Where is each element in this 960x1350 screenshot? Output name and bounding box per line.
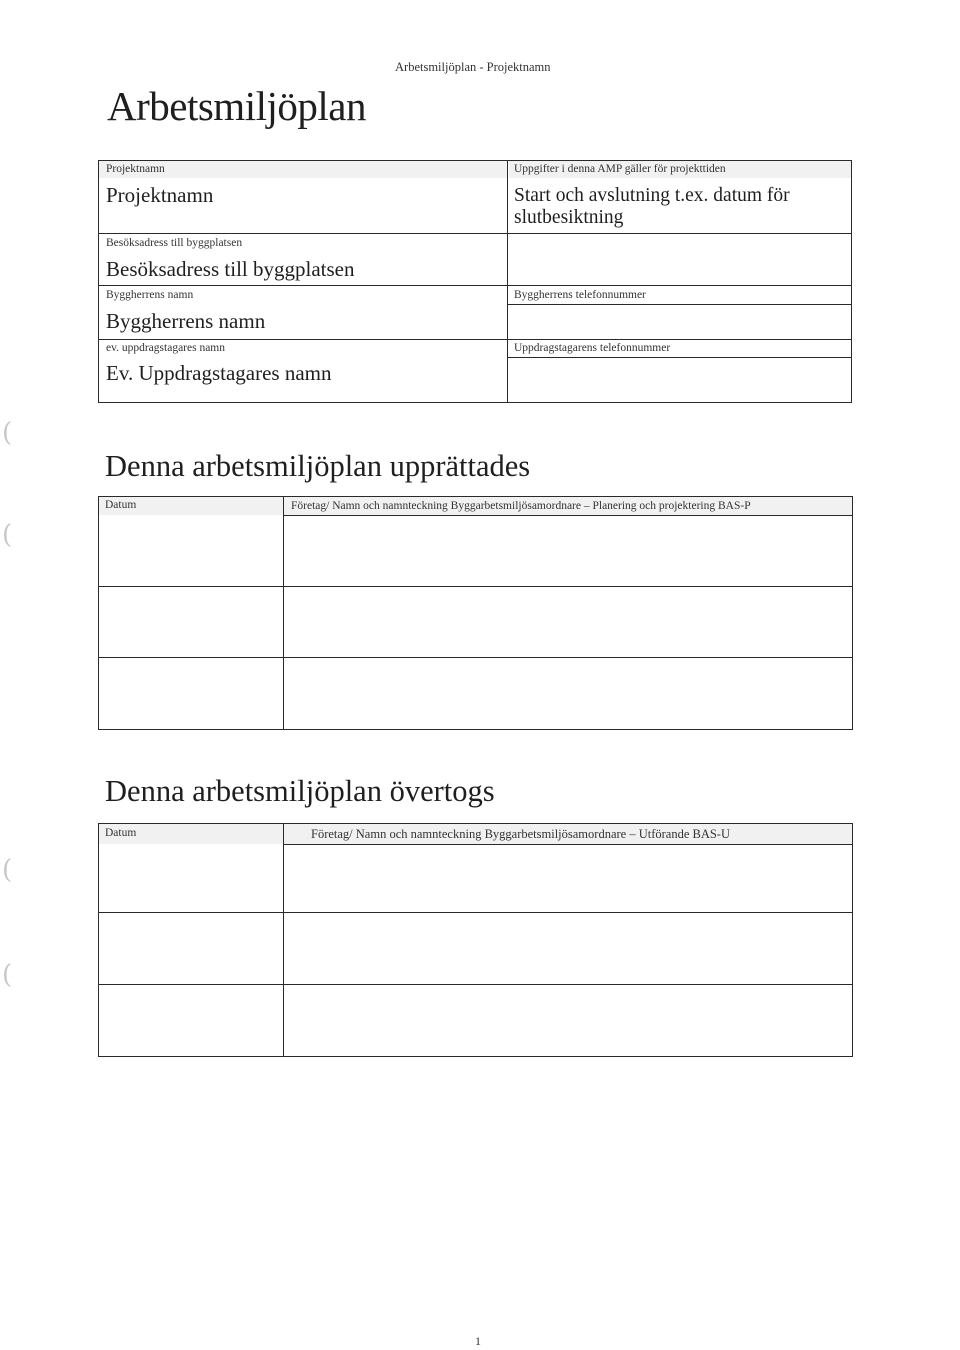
established-section-title: Denna arbetsmiljöplan upprättades xyxy=(105,449,531,483)
margin-mark: ( xyxy=(2,960,13,990)
visit-address-label: Besöksadress till byggplatsen xyxy=(106,237,243,249)
handover-date-header: Datum xyxy=(105,827,137,839)
client-name-field[interactable]: Byggherrens namn xyxy=(106,309,266,333)
established-company-cell[interactable] xyxy=(287,519,847,585)
handover-company-cell[interactable] xyxy=(287,988,847,1050)
margin-mark: ( xyxy=(2,855,13,885)
handover-company-cell[interactable] xyxy=(287,848,847,908)
contractor-phone-label: Uppdragstagarens telefonnummer xyxy=(514,342,671,354)
established-date-header: Datum xyxy=(105,499,137,511)
handover-date-cell[interactable] xyxy=(103,848,279,908)
established-company-cell[interactable] xyxy=(287,661,847,723)
established-date-cell[interactable] xyxy=(103,590,279,652)
project-name-field[interactable]: Projektnamn xyxy=(106,183,214,207)
established-company-cell[interactable] xyxy=(287,590,847,652)
handover-section-title: Denna arbetsmiljöplan övertogs xyxy=(105,774,495,808)
established-signature-table xyxy=(98,496,853,730)
project-info-table xyxy=(98,160,852,403)
project-period-label: Uppgifter i denna AMP gäller för projekttiden xyxy=(514,163,726,175)
contractor-name-field[interactable]: Ev. Uppdragstagares namn xyxy=(106,361,332,385)
handover-date-cell[interactable] xyxy=(103,916,279,980)
handover-company-cell[interactable] xyxy=(287,916,847,980)
established-date-cell[interactable] xyxy=(103,661,279,723)
project-name-label: Projektnamn xyxy=(106,163,165,175)
project-period-field[interactable]: Start och avslutning t.ex. datum för slutbesiktning xyxy=(514,185,790,228)
page-number: 1 xyxy=(475,1334,481,1348)
established-date-cell[interactable] xyxy=(103,519,279,585)
handover-company-header: Företag/ Namn och namnteckning Byggarbetsmiljösamordnare – Utförande BAS-U xyxy=(311,827,731,841)
margin-mark: ( xyxy=(2,520,13,550)
margin-mark: ( xyxy=(2,418,13,448)
contractor-name-label: ev. uppdragstagares namn xyxy=(106,342,226,354)
handover-date-cell[interactable] xyxy=(103,988,279,1050)
client-phone-label: Byggherrens telefonnummer xyxy=(514,289,646,301)
running-header: Arbetsmiljöplan - Projektnamn xyxy=(395,60,551,74)
visit-address-field[interactable]: Besöksadress till byggplatsen xyxy=(106,257,355,281)
client-name-label: Byggherrens namn xyxy=(106,289,194,301)
handover-signature-table xyxy=(98,823,853,1057)
document-title: Arbetsmiljöplan xyxy=(107,83,366,129)
established-company-header: Företag/ Namn och namnteckning Byggarbetsmiljösamordnare – Planering och projektering BAS-P xyxy=(291,500,751,512)
